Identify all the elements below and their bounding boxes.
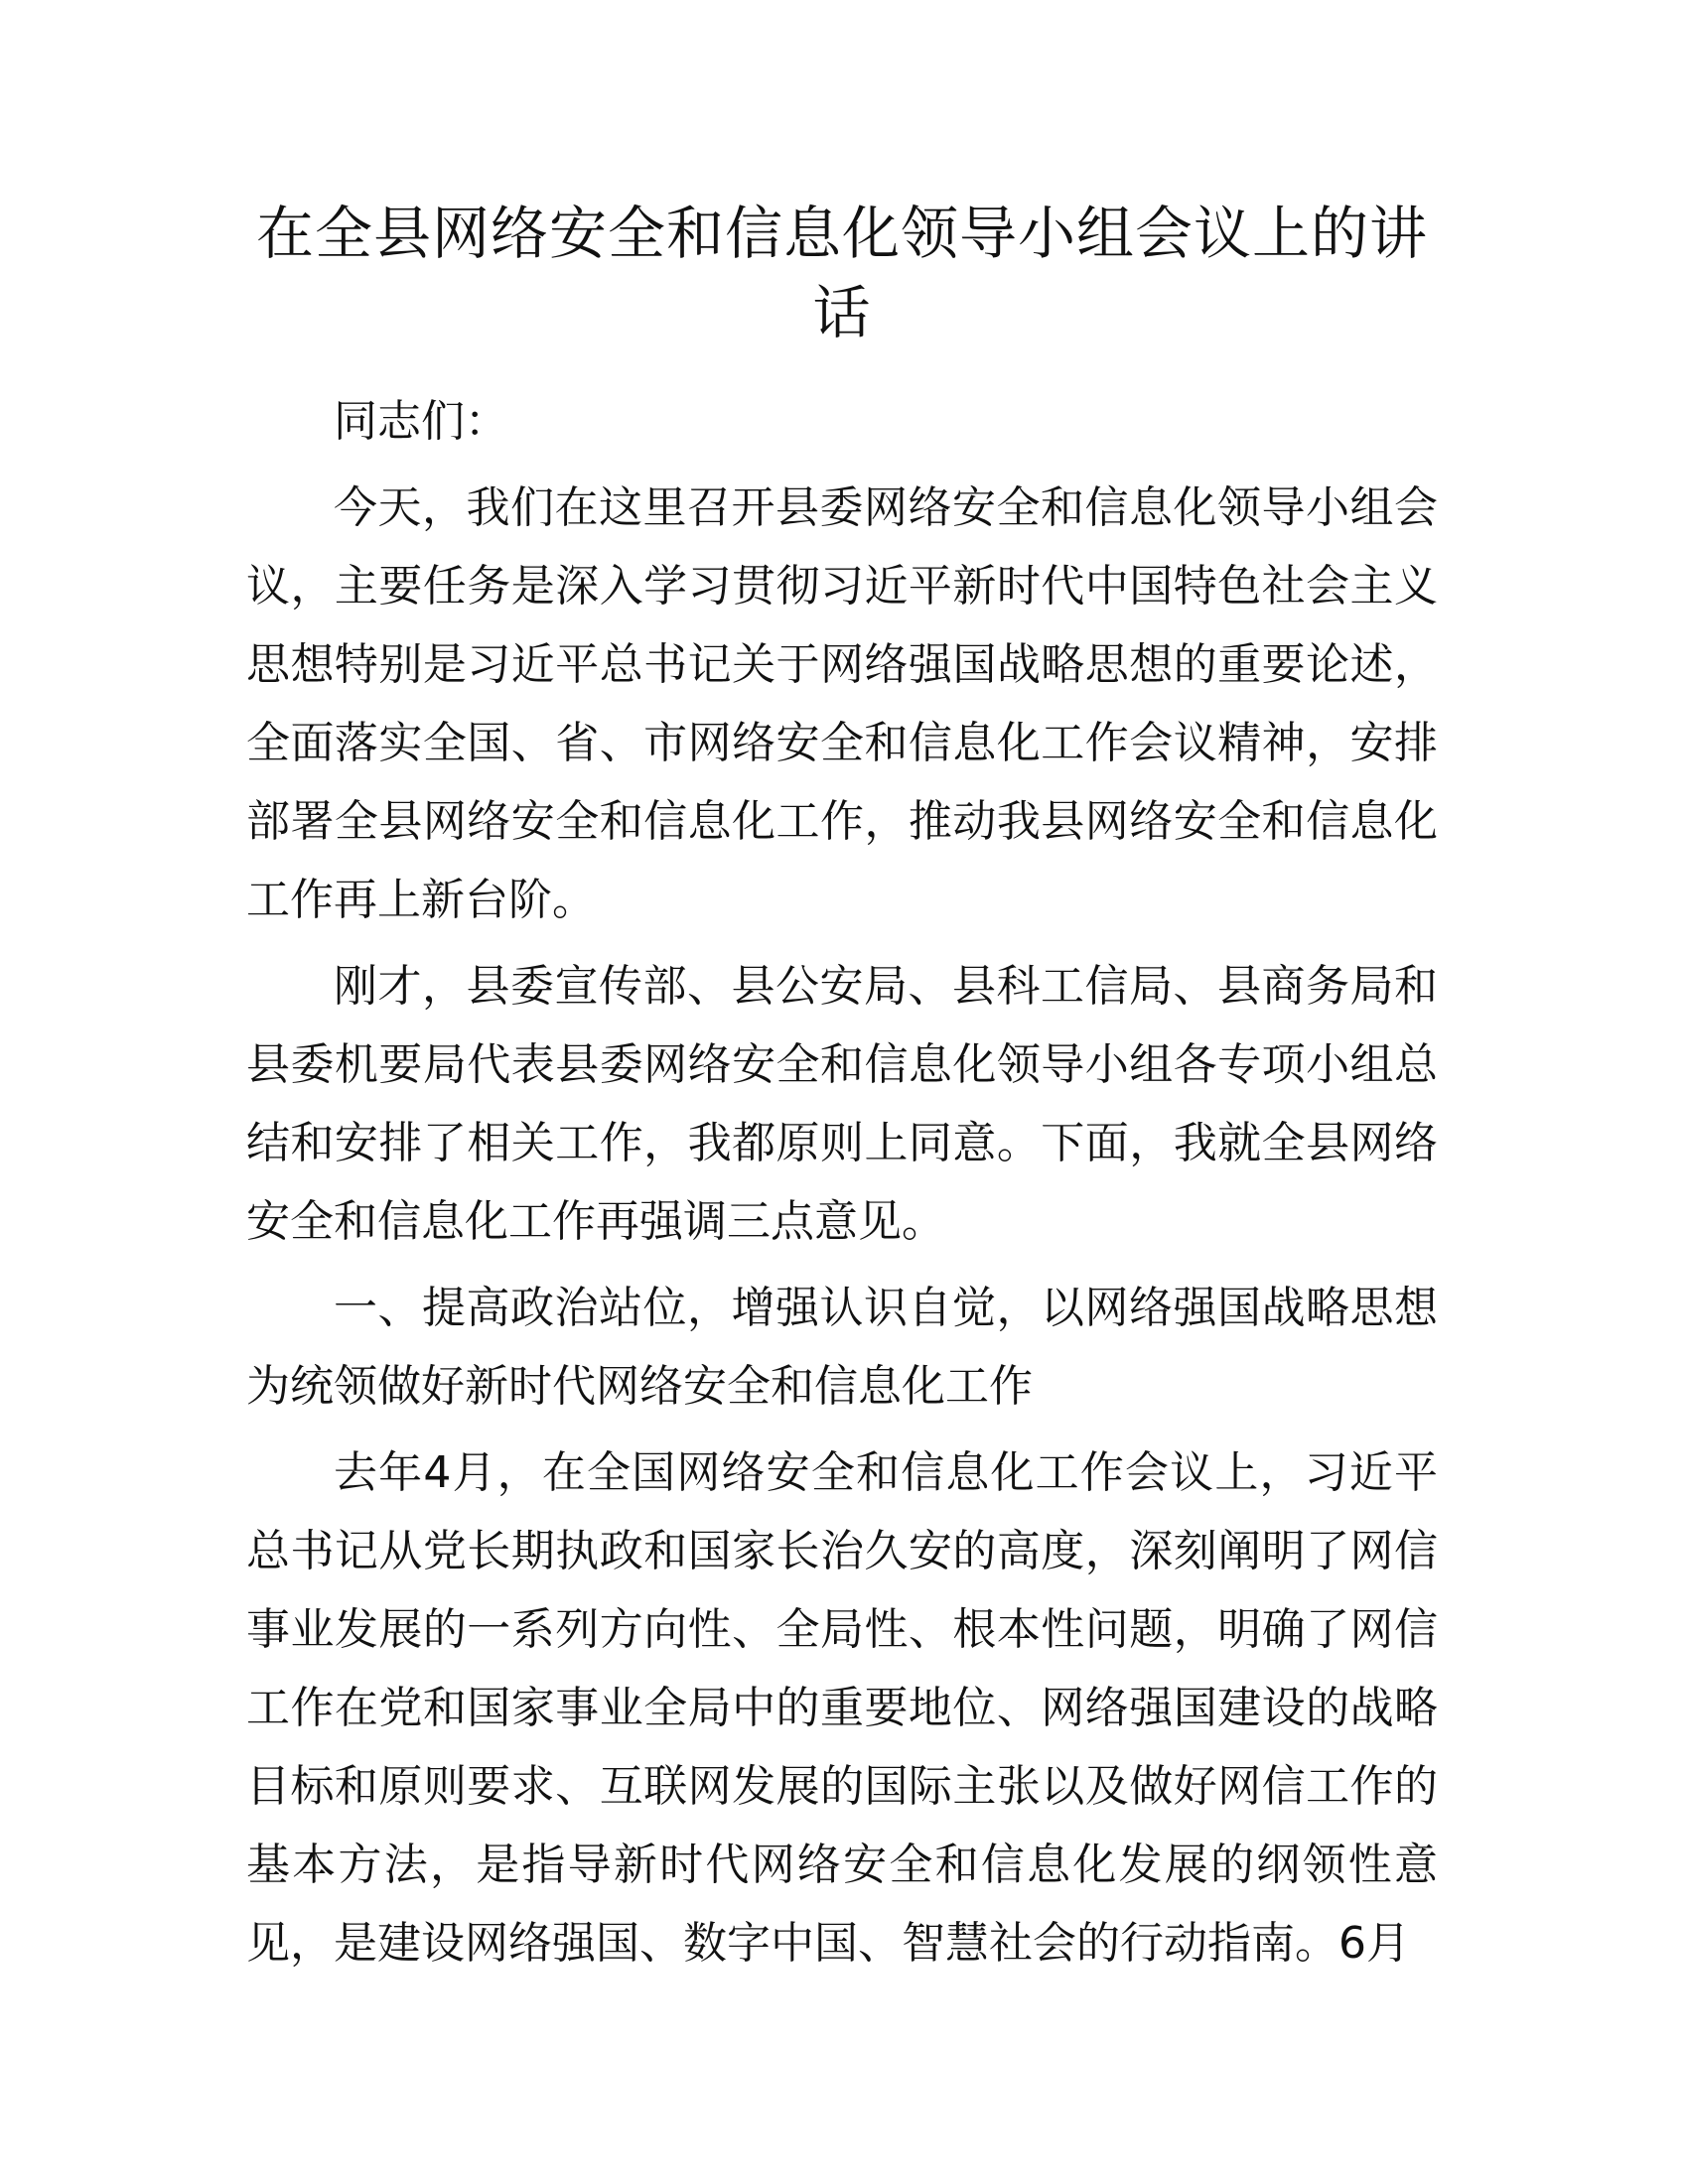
paragraph-summary: 刚才，县委宣传部、县公安局、县科工信局、县商务局和县委机要局代表县委网络安全和信息化领导小组各专项小组总结和安排了相关工作，我都原则上同意。下面，我就全县网络安全和信息化工作再强调三点意见。: [246, 961, 1438, 1247]
section-heading-one: 一、提高政治站位，增强认识自觉，以网络强国战略思想为统领做好新时代网络安全和信息化工作: [246, 1283, 1438, 1412]
salutation: 同志们：: [334, 396, 508, 447]
document-title: 在全县网络安全和信息化领导小组会议上的讲话: [255, 200, 1428, 346]
document-body: [246, 382, 1438, 1990]
paragraph-section-one: 去年4月，在全国网络安全和信息化工作会议上，习近平总书记从党长期执政和国家长治久安的高度，深刻阐明了网信事业发展的一系列方向性、全局性、根本性问题，明确了网信工作在党和国家事业全局中的重要地位、网络强国建设的战略目标和原则要求、互联网发展的国际主张以及做好网信工作的基本方法，是指导新时代网络安全和信息化发展的纲领性意见，是建设网络强国、数字中国、智慧社会的行动指南。6月: [246, 1447, 1438, 1969]
paragraph-opening: 今天，我们在这里召开县委网络安全和信息化领导小组会议，主要任务是深入学习贯彻习近平新时代中国特色社会主义思想特别是习近平总书记关于网络强国战略思想的重要论述，全面落实全国、省、市网络安全和信息化工作会议精神，安排部署全县网络安全和信息化工作，推动我县网络安全和信息化工作再上新台阶。: [246, 482, 1438, 925]
